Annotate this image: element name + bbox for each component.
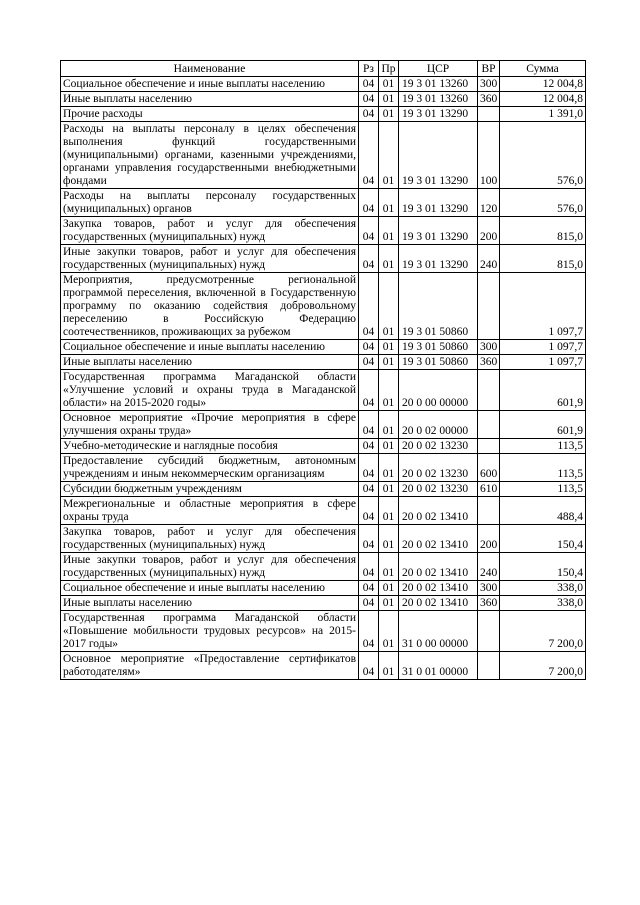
cell-pr: 01 bbox=[379, 77, 399, 92]
cell-vr: 300 bbox=[478, 340, 500, 355]
table-row bbox=[61, 245, 586, 273]
cell-name: Межрегиональные и областные мероприятия в сфере охраны труда bbox=[61, 497, 359, 525]
cell-csr: 19 3 01 13260 bbox=[399, 77, 478, 92]
table-row bbox=[61, 611, 586, 652]
cell-pr: 01 bbox=[379, 370, 399, 411]
table-row bbox=[61, 497, 586, 525]
cell-pr: 01 bbox=[379, 525, 399, 553]
header-vr: ВР bbox=[478, 61, 500, 77]
cell-vr: 300 bbox=[478, 581, 500, 596]
table-row bbox=[61, 273, 586, 340]
cell-name: Предоставление субсидий бюджетным, автономным учреждениям и иным некоммерческим организациям bbox=[61, 454, 359, 482]
cell-sum: 1 097,7 bbox=[500, 340, 586, 355]
cell-name: Расходы на выплаты персоналу в целях обеспечения выполнения функций государственными (муниципальными) органами, казенными учреждениями, органами управления государственными внебюджетными фондами bbox=[61, 122, 359, 189]
cell-sum: 815,0 bbox=[500, 217, 586, 245]
header-name: Наименование bbox=[61, 61, 359, 77]
cell-sum: 12 004,8 bbox=[500, 77, 586, 92]
cell-rz: 04 bbox=[359, 525, 379, 553]
cell-vr bbox=[478, 439, 500, 454]
cell-rz: 04 bbox=[359, 596, 379, 611]
cell-name: Закупка товаров, работ и услуг для обеспечения государственных (муниципальных) нужд bbox=[61, 217, 359, 245]
cell-vr bbox=[478, 611, 500, 652]
cell-sum: 1 097,7 bbox=[500, 355, 586, 370]
cell-csr: 19 3 01 13290 bbox=[399, 189, 478, 217]
cell-rz: 04 bbox=[359, 107, 379, 122]
cell-csr: 20 0 02 00000 bbox=[399, 411, 478, 439]
table-body bbox=[61, 77, 586, 680]
cell-pr: 01 bbox=[379, 217, 399, 245]
cell-pr: 01 bbox=[379, 340, 399, 355]
cell-csr: 20 0 02 13230 bbox=[399, 439, 478, 454]
cell-sum: 150,4 bbox=[500, 525, 586, 553]
cell-rz: 04 bbox=[359, 273, 379, 340]
cell-csr: 20 0 02 13410 bbox=[399, 525, 478, 553]
cell-rz: 04 bbox=[359, 245, 379, 273]
table-row bbox=[61, 355, 586, 370]
table-header-row bbox=[61, 61, 586, 77]
cell-pr: 01 bbox=[379, 497, 399, 525]
table-row bbox=[61, 107, 586, 122]
cell-csr: 19 3 01 50860 bbox=[399, 340, 478, 355]
cell-sum: 113,5 bbox=[500, 439, 586, 454]
cell-csr: 19 3 01 50860 bbox=[399, 355, 478, 370]
cell-rz: 04 bbox=[359, 611, 379, 652]
cell-rz: 04 bbox=[359, 581, 379, 596]
header-pr: Пр bbox=[379, 61, 399, 77]
cell-sum: 488,4 bbox=[500, 497, 586, 525]
cell-name: Социальное обеспечение и иные выплаты населению bbox=[61, 581, 359, 596]
cell-vr: 360 bbox=[478, 355, 500, 370]
cell-csr: 19 3 01 13260 bbox=[399, 92, 478, 107]
cell-name: Учебно-методические и наглядные пособия bbox=[61, 439, 359, 454]
cell-csr: 20 0 02 13410 bbox=[399, 596, 478, 611]
table-row bbox=[61, 189, 586, 217]
cell-name: Субсидии бюджетным учреждениям bbox=[61, 482, 359, 497]
cell-sum: 150,4 bbox=[500, 553, 586, 581]
cell-name: Иные выплаты населению bbox=[61, 355, 359, 370]
cell-sum: 12 004,8 bbox=[500, 92, 586, 107]
cell-vr bbox=[478, 273, 500, 340]
cell-rz: 04 bbox=[359, 454, 379, 482]
table-row bbox=[61, 454, 586, 482]
table-row bbox=[61, 482, 586, 497]
cell-sum: 338,0 bbox=[500, 581, 586, 596]
cell-vr bbox=[478, 411, 500, 439]
cell-csr: 19 3 01 13290 bbox=[399, 107, 478, 122]
cell-csr: 20 0 02 13410 bbox=[399, 497, 478, 525]
cell-sum: 601,9 bbox=[500, 411, 586, 439]
cell-pr: 01 bbox=[379, 439, 399, 454]
cell-sum: 601,9 bbox=[500, 370, 586, 411]
cell-rz: 04 bbox=[359, 411, 379, 439]
cell-name: Социальное обеспечение и иные выплаты населению bbox=[61, 77, 359, 92]
cell-name: Иные выплаты населению bbox=[61, 92, 359, 107]
table-row bbox=[61, 92, 586, 107]
cell-pr: 01 bbox=[379, 273, 399, 340]
cell-name: Государственная программа Магаданской области «Повышение мобильности трудовых ресурсов» на 2015-2017 годы» bbox=[61, 611, 359, 652]
cell-csr: 20 0 02 13410 bbox=[399, 553, 478, 581]
cell-rz: 04 bbox=[359, 355, 379, 370]
cell-vr: 240 bbox=[478, 553, 500, 581]
table-row bbox=[61, 553, 586, 581]
cell-pr: 01 bbox=[379, 92, 399, 107]
cell-name: Основное мероприятие «Предоставление сертификатов работодателям» bbox=[61, 652, 359, 680]
cell-pr: 01 bbox=[379, 245, 399, 273]
cell-sum: 1 391,0 bbox=[500, 107, 586, 122]
cell-rz: 04 bbox=[359, 122, 379, 189]
cell-vr: 600 bbox=[478, 454, 500, 482]
cell-rz: 04 bbox=[359, 652, 379, 680]
cell-name: Иные закупки товаров, работ и услуг для обеспечения государственных (муниципальных) нужд bbox=[61, 553, 359, 581]
cell-vr: 200 bbox=[478, 217, 500, 245]
cell-rz: 04 bbox=[359, 553, 379, 581]
cell-pr: 01 bbox=[379, 553, 399, 581]
table-row bbox=[61, 77, 586, 92]
cell-vr bbox=[478, 107, 500, 122]
cell-vr bbox=[478, 652, 500, 680]
cell-rz: 04 bbox=[359, 217, 379, 245]
cell-vr: 200 bbox=[478, 525, 500, 553]
cell-csr: 20 0 02 13410 bbox=[399, 581, 478, 596]
cell-rz: 04 bbox=[359, 439, 379, 454]
table-row bbox=[61, 581, 586, 596]
cell-vr: 300 bbox=[478, 77, 500, 92]
cell-rz: 04 bbox=[359, 370, 379, 411]
cell-vr: 240 bbox=[478, 245, 500, 273]
cell-vr: 610 bbox=[478, 482, 500, 497]
header-rz: Рз bbox=[359, 61, 379, 77]
table-row bbox=[61, 122, 586, 189]
cell-csr: 19 3 01 50860 bbox=[399, 273, 478, 340]
cell-rz: 04 bbox=[359, 340, 379, 355]
table-row bbox=[61, 340, 586, 355]
cell-sum: 815,0 bbox=[500, 245, 586, 273]
table-row bbox=[61, 370, 586, 411]
cell-csr: 20 0 02 13230 bbox=[399, 482, 478, 497]
header-csr: ЦСР bbox=[399, 61, 478, 77]
cell-csr: 19 3 01 13290 bbox=[399, 217, 478, 245]
cell-csr: 19 3 01 13290 bbox=[399, 245, 478, 273]
cell-csr: 31 0 00 00000 bbox=[399, 611, 478, 652]
cell-pr: 01 bbox=[379, 355, 399, 370]
cell-name: Прочие расходы bbox=[61, 107, 359, 122]
cell-csr: 19 3 01 13290 bbox=[399, 122, 478, 189]
cell-name: Основное мероприятие «Прочие мероприятия в сфере улучшения охраны труда» bbox=[61, 411, 359, 439]
cell-sum: 113,5 bbox=[500, 454, 586, 482]
cell-rz: 04 bbox=[359, 497, 379, 525]
cell-csr: 20 0 00 00000 bbox=[399, 370, 478, 411]
cell-vr bbox=[478, 370, 500, 411]
table-row bbox=[61, 411, 586, 439]
cell-pr: 01 bbox=[379, 189, 399, 217]
cell-vr: 360 bbox=[478, 596, 500, 611]
cell-pr: 01 bbox=[379, 122, 399, 189]
cell-pr: 01 bbox=[379, 596, 399, 611]
cell-rz: 04 bbox=[359, 482, 379, 497]
cell-sum: 7 200,0 bbox=[500, 611, 586, 652]
cell-vr bbox=[478, 497, 500, 525]
budget-document bbox=[60, 60, 585, 680]
cell-sum: 1 097,7 bbox=[500, 273, 586, 340]
table-row bbox=[61, 652, 586, 680]
cell-name: Государственная программа Магаданской области «Улучшение условий и охраны труда в Магаданской области» на 2015-2020 годы» bbox=[61, 370, 359, 411]
cell-name: Мероприятия, предусмотренные региональной программой переселения, включенной в Государственную программу по оказанию содействия добровольному переселению в Российскую Федерацию соотечественников, проживающих за рубежом bbox=[61, 273, 359, 340]
cell-sum: 576,0 bbox=[500, 189, 586, 217]
cell-rz: 04 bbox=[359, 92, 379, 107]
budget-table bbox=[60, 60, 586, 680]
cell-csr: 20 0 02 13230 bbox=[399, 454, 478, 482]
cell-sum: 7 200,0 bbox=[500, 652, 586, 680]
cell-sum: 338,0 bbox=[500, 596, 586, 611]
cell-name: Расходы на выплаты персоналу государственных (муниципальных) органов bbox=[61, 189, 359, 217]
cell-name: Социальное обеспечение и иные выплаты населению bbox=[61, 340, 359, 355]
table-row bbox=[61, 439, 586, 454]
cell-sum: 576,0 bbox=[500, 122, 586, 189]
cell-pr: 01 bbox=[379, 611, 399, 652]
table-row bbox=[61, 525, 586, 553]
cell-name: Иные закупки товаров, работ и услуг для обеспечения государственных (муниципальных) нужд bbox=[61, 245, 359, 273]
table-row bbox=[61, 596, 586, 611]
cell-pr: 01 bbox=[379, 652, 399, 680]
cell-pr: 01 bbox=[379, 107, 399, 122]
cell-name: Иные выплаты населению bbox=[61, 596, 359, 611]
cell-sum: 113,5 bbox=[500, 482, 586, 497]
cell-rz: 04 bbox=[359, 189, 379, 217]
header-sum: Сумма bbox=[500, 61, 586, 77]
cell-name: Закупка товаров, работ и услуг для обеспечения государственных (муниципальных) нужд bbox=[61, 525, 359, 553]
cell-pr: 01 bbox=[379, 482, 399, 497]
cell-pr: 01 bbox=[379, 454, 399, 482]
cell-vr: 120 bbox=[478, 189, 500, 217]
table-row bbox=[61, 217, 586, 245]
cell-rz: 04 bbox=[359, 77, 379, 92]
cell-csr: 31 0 01 00000 bbox=[399, 652, 478, 680]
cell-pr: 01 bbox=[379, 411, 399, 439]
cell-vr: 360 bbox=[478, 92, 500, 107]
cell-pr: 01 bbox=[379, 581, 399, 596]
cell-vr: 100 bbox=[478, 122, 500, 189]
